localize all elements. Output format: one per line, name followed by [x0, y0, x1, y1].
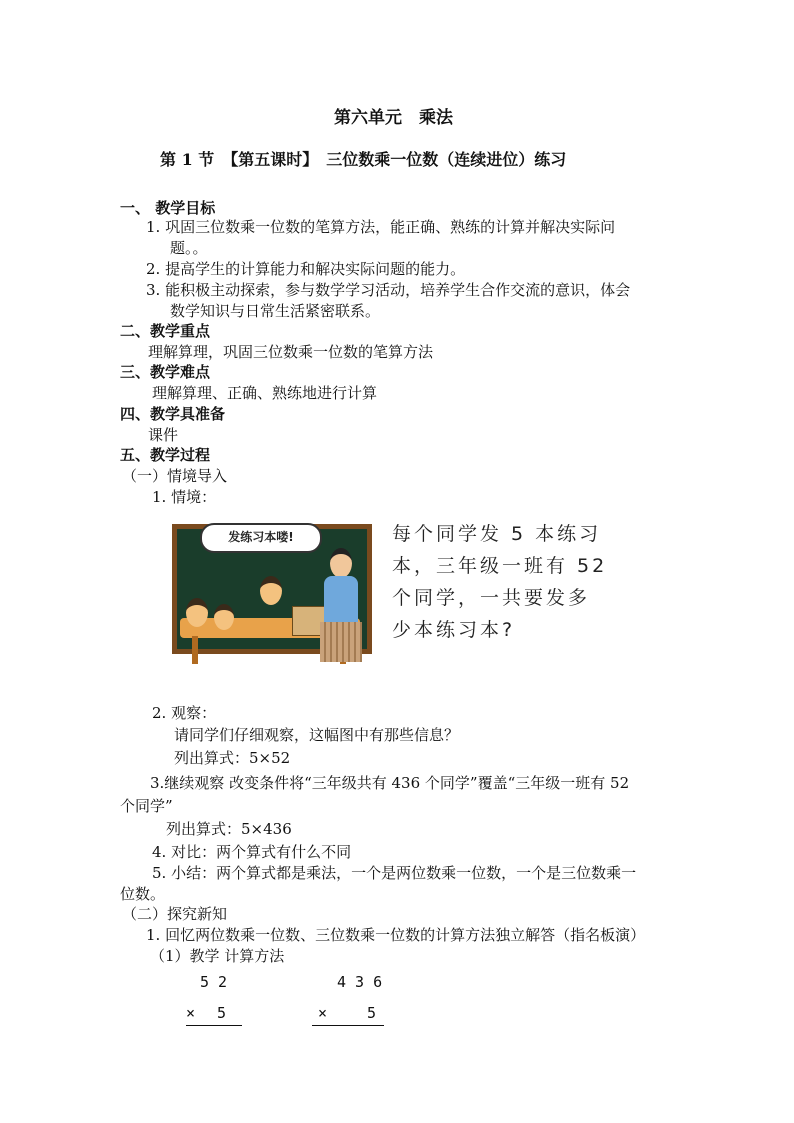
- part1-step4: 4. 对比：两个算式有什么不同: [152, 843, 352, 861]
- lesson-title: 第 1 节 【第五课时】 三位数乘一位数（连续进位）练习: [160, 150, 567, 169]
- unit-title: 第六单元 乘法: [334, 108, 453, 128]
- student-icon: [260, 576, 282, 605]
- part2-step1: 1. 回忆两位数乘一位数、三位数乘一位数的计算方法独立解答（指名板演）: [146, 926, 646, 944]
- objective-3-line1: 3. 能积极主动探索，参与数学学习活动，培养学生合作交流的意识，体会: [146, 281, 631, 299]
- part1-step1: 1. 情境：: [152, 488, 217, 506]
- calc1-operator: ×: [186, 1004, 196, 1022]
- objective-1-line1: 1. 巩固三位数乘一位数的笔算方法，能正确、熟练的计算并解决实际问: [146, 218, 616, 236]
- section-heading-key-points: 二、教学重点: [120, 322, 211, 340]
- speech-bubble: 发练习本喽!: [200, 523, 322, 553]
- part2-sub1: （1）教学 计算方法: [150, 947, 285, 965]
- objective-3-line2: 数学知识与日常生活紧密联系。: [170, 302, 381, 320]
- part1-step3-line2: 个同学”: [120, 797, 173, 815]
- difficulties-body: 理解算理、正确、熟练地进行计算: [152, 384, 378, 402]
- calc1-bottom: 5: [217, 1004, 227, 1022]
- calc2-rule: [312, 1025, 384, 1026]
- calc2-bottom: 5: [367, 1004, 377, 1022]
- calc1-top: 5 2: [200, 973, 228, 991]
- part1-step2: 2. 观察：: [152, 704, 217, 722]
- section-heading-difficulties: 三、教学难点: [120, 363, 211, 381]
- part1-step5-line2: 位数。: [120, 885, 166, 903]
- part1-step3-formula: 列出算式：5×436: [166, 820, 292, 838]
- section-heading-materials: 四、教学具准备: [120, 405, 226, 423]
- objective-1-line2: 题。。: [170, 239, 208, 257]
- objective-2: 2. 提高学生的计算能力和解决实际问题的能力。: [146, 260, 466, 278]
- calc1-rule: [186, 1025, 242, 1026]
- key-points-body: 理解算理，巩固三位数乘一位数的笔算方法: [148, 343, 434, 361]
- calc2-operator: ×: [318, 1004, 328, 1022]
- materials-body: 课件: [148, 426, 179, 444]
- part1-step5-line1: 5. 小结：两个算式都是乘法，一个是两位数乘一位数，一个是三位数乘一: [152, 864, 637, 882]
- part1-heading: （一）情境导入: [122, 467, 228, 485]
- part1-step3-line1: 3.继续观察 改变条件将“三年级共有 436 个同学”覆盖“三年级一班有 52: [150, 774, 630, 792]
- part1-step2-formula: 列出算式：5×52: [174, 749, 291, 767]
- scenario-text: 每个同学发 5 本练习 本，三年级一班有 52 个同学，一共要发多 少本练习本?: [392, 523, 608, 641]
- part1-step2-question: 请同学们仔细观察，这幅图中有那些信息？: [174, 726, 460, 744]
- student-icon: [186, 598, 208, 627]
- section-heading-objectives: 一、 教学目标: [120, 199, 216, 217]
- calc2-top: 4 3 6: [337, 973, 383, 991]
- teacher-icon: [330, 548, 352, 578]
- part2-heading: （二）探究新知: [122, 905, 228, 923]
- student-icon: [214, 604, 234, 630]
- scenario-illustration: [152, 518, 692, 666]
- section-heading-process: 五、教学过程: [120, 446, 211, 464]
